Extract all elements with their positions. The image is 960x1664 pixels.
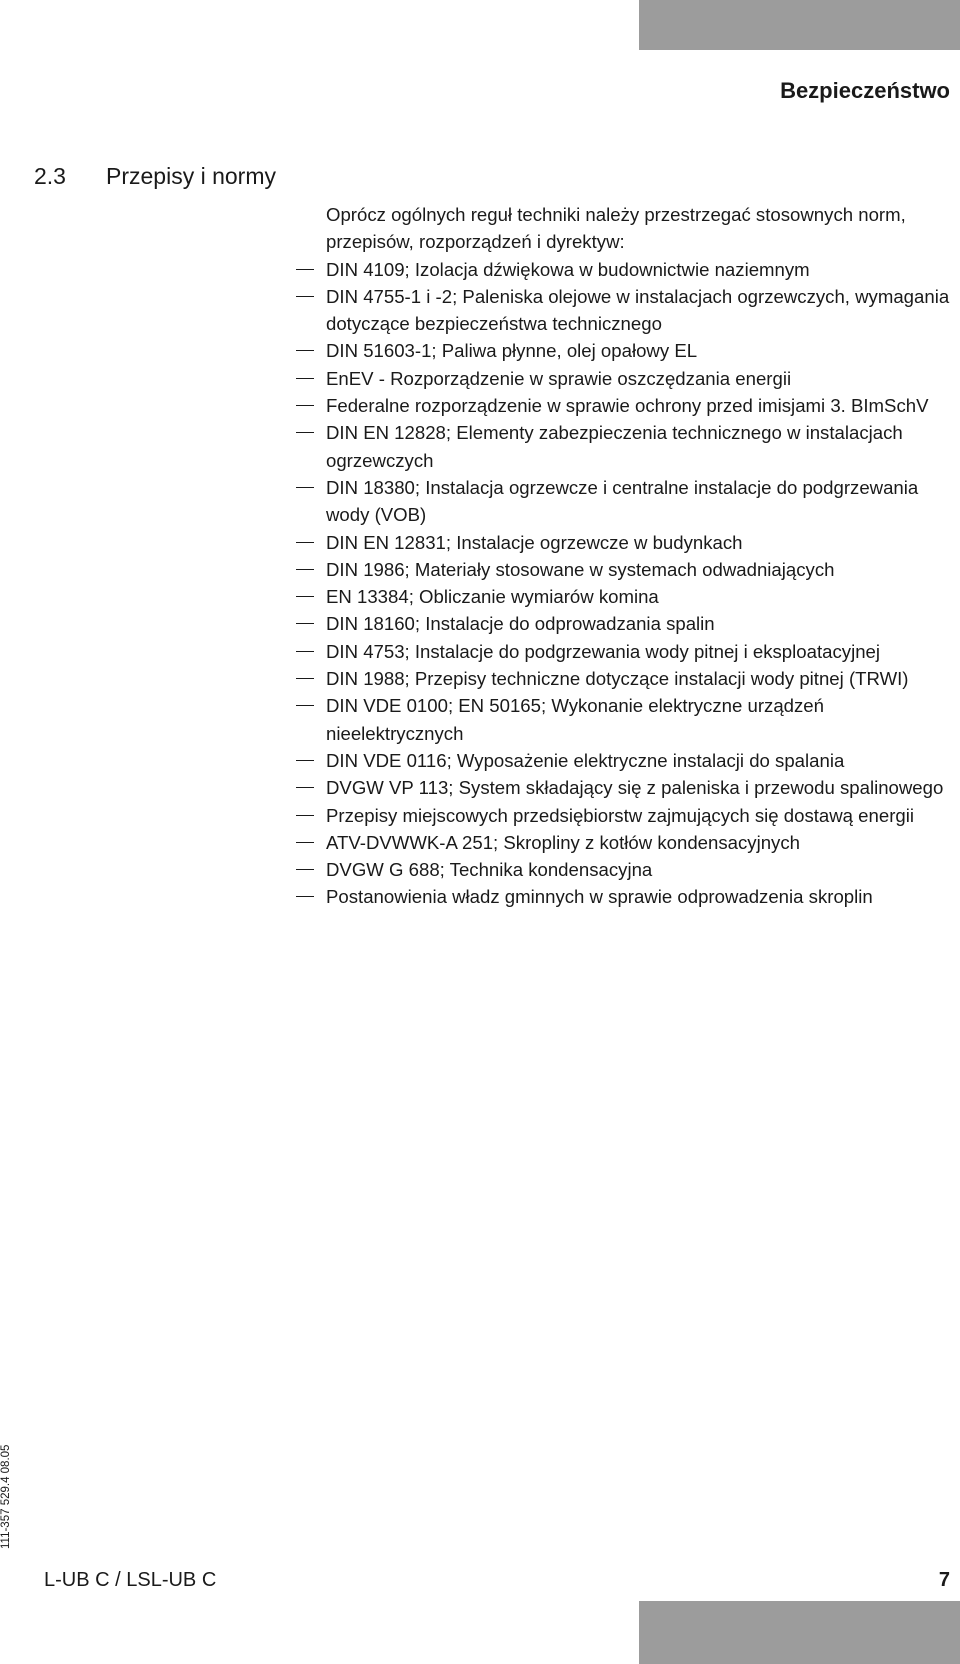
list-item: DIN 51603-1; Paliwa płynne, olej opałowy EL: [326, 337, 958, 364]
list-item: DIN 4753; Instalacje do podgrzewania wody pitnej i eksploatacyjnej: [326, 638, 958, 665]
list-item: DIN 1988; Przepisy techniczne dotyczące instalacji wody pitnej (TRWI): [326, 665, 958, 692]
section-number: 2.3: [34, 163, 66, 189]
section-body: [326, 201, 958, 911]
standards-list: [326, 256, 958, 911]
intro-paragraph: Oprócz ogólnych reguł techniki należy przestrzegać stosownych norm, przepisów, rozporządzeń i dyrektyw:: [326, 204, 906, 253]
header-tab: [639, 0, 960, 50]
list-item: DIN VDE 0116; Wyposażenie elektryczne instalacji do spalania: [326, 747, 958, 774]
list-item: DIN 18160; Instalacje do odprowadzania spalin: [326, 610, 958, 637]
list-item: ATV-DVWWK-A 251; Skropliny z kotłów kondensacyjnych: [326, 829, 958, 856]
list-item: DIN 18380; Instalacja ogrzewcze i centralne instalacje do podgrzewania wody (VOB): [326, 474, 958, 529]
list-item: DVGW VP 113; System składający się z paleniska i przewodu spalinowego: [326, 774, 958, 801]
footer-tab: [639, 1601, 960, 1664]
list-item: DIN EN 12828; Elementy zabezpieczenia technicznego w instalacjach ogrzewczych: [326, 419, 958, 474]
section-title: Przepisy i normy: [106, 163, 276, 189]
list-item: Przepisy miejscowych przedsiębiorstw zajmujących się dostawą energii: [326, 802, 958, 829]
footer-model: L-UB C / LSL-UB C: [44, 1569, 217, 1591]
page-header-title: Bezpieczeństwo: [780, 78, 950, 103]
list-item: Federalne rozporządzenie w sprawie ochrony przed imisjami 3. BImSchV: [326, 392, 958, 419]
list-item: DIN 4109; Izolacja dźwiękowa w budownictwie naziemnym: [326, 256, 958, 283]
page-number: 7: [938, 1569, 950, 1591]
list-item: EnEV - Rozporządzenie w sprawie oszczędzania energii: [326, 365, 958, 392]
list-item: Postanowienia władz gminnych w sprawie odprowadzenia skroplin: [326, 883, 958, 910]
section-heading: [34, 163, 276, 190]
list-item: DIN 1986; Materiały stosowane w systemach odwadniających: [326, 556, 958, 583]
list-item: DIN 4755-1 i -2; Paleniska olejowe w instalacjach ogrzewczych, wymagania dotyczące bezpieczeństwa technicznego: [326, 283, 958, 338]
list-item: DVGW G 688; Technika kondensacyjna: [326, 856, 958, 883]
list-item: DIN EN 12831; Instalacje ogrzewcze w budynkach: [326, 529, 958, 556]
list-item: DIN VDE 0100; EN 50165; Wykonanie elektryczne urządzeń nieelektrycznych: [326, 692, 958, 747]
list-item: EN 13384; Obliczanie wymiarów komina: [326, 583, 958, 610]
